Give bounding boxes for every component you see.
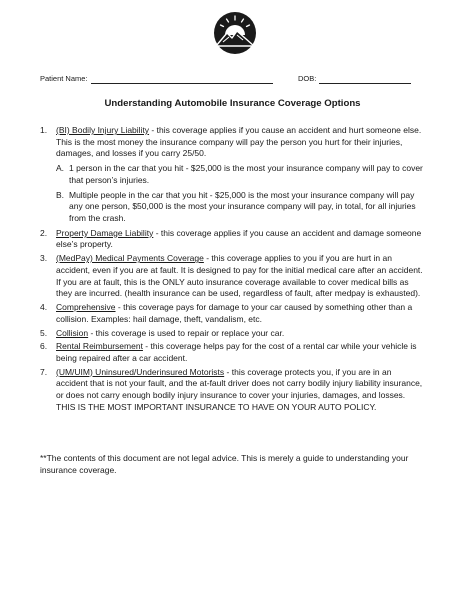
item-number: 1.: [40, 125, 48, 135]
list-item: [40, 302, 425, 325]
coverage-term: (BI) Bodily Injury Liability: [56, 125, 150, 135]
patient-name-field[interactable]: [40, 74, 273, 84]
dob-field[interactable]: [298, 74, 411, 84]
item-number: 7.: [40, 366, 48, 377]
list-item: [40, 228, 425, 251]
coverage-description: - this coverage helps pay for the cost of a rental car while your vehicle is being repaired after a car accident.: [56, 341, 417, 363]
coverage-description: - this coverage is used to repair or replace your car.: [88, 327, 285, 338]
dob-line[interactable]: [319, 74, 411, 84]
coverage-description: - this coverage applies to you if you are hurt in an accident, even if you are at fault. It is designed to pay for the initial medical care after an accident. If you are at fault, this is the ONLY auto insurance coverage available to cover medical bills as they are incurred. (health insurance can be used, regardless of fault, after medpay is exhausted).: [56, 253, 423, 299]
list-item: [40, 341, 425, 364]
coverage-description: - this coverage applies if you cause an accident and damage someone else’s property.: [56, 227, 422, 250]
list-item: [40, 328, 425, 340]
document-title: Understanding Automobile Insurance Coverage Options: [104, 98, 361, 109]
patient-header: [40, 74, 420, 86]
list-item: [40, 125, 425, 226]
coverage-term: Rental Reimbursement: [56, 341, 143, 352]
coverage-term: (UM/UIM) Uninsured/Underinsured Motorists: [56, 366, 225, 377]
coverage-description: - this coverage pays for damage to your car caused by something other than a collision. Examples: hail damage, theft, vandalism, etc.: [56, 302, 413, 324]
coverage-term: Property Damage Liability: [56, 227, 154, 238]
item-number: 3.: [40, 253, 48, 264]
dob-label: DOB:: [298, 74, 317, 83]
coverage-term: (MedPay) Medical Payments Coverage: [56, 253, 204, 264]
sub-item-text: Multiple people in the car that you hit - $25,000 is the most your insurance company will pay any one person, $50,000 is the most your insurance company will pay, in total, for all injuries from the crash.: [69, 189, 416, 224]
legal-disclaimer: **The contents of this document are not legal advice. This is merely a guide to understanding your insurance coverage.: [40, 453, 409, 475]
coverage-term: Comprehensive: [56, 302, 116, 313]
patient-name-label: Patient Name:: [40, 74, 88, 83]
coverage-description: - this coverage protects you, if you are in an accident that is not your fault, and the at-fault driver does not carry bodily injury liability insurance, or does not carry enough bodily injury insurance to cover your injuries, damages, and losses. THIS IS THE MOST IMPORTANT INSURANCE TO HAVE ON YOUR AUTO POLICY.: [56, 366, 423, 412]
coverage-term: Collision: [56, 327, 89, 338]
mountain-sun-logo-icon: [213, 11, 257, 55]
sub-item: [56, 190, 425, 225]
sub-item: [56, 163, 425, 186]
item-number: 2.: [40, 227, 48, 238]
coverage-list: [40, 125, 425, 416]
patient-name-line[interactable]: [91, 74, 273, 84]
item-number: 4.: [40, 302, 48, 313]
sub-item-letter: B.: [56, 189, 65, 200]
sub-item-letter: A.: [56, 163, 65, 174]
item-number: 6.: [40, 341, 48, 352]
coverage-description: - this coverage applies if you cause an accident and hurt someone else. This is the most money the insurance company will pay the person you hurt for their injuries, damages, and losses if you carry 25/50.: [56, 125, 422, 159]
sub-item-text: 1 person in the car that you hit - $25,000 is the most your insurance company will pay to cover that person’s injuries.: [69, 163, 423, 185]
list-item: [40, 367, 425, 414]
list-item: [40, 253, 425, 300]
item-number: 5.: [40, 327, 48, 338]
